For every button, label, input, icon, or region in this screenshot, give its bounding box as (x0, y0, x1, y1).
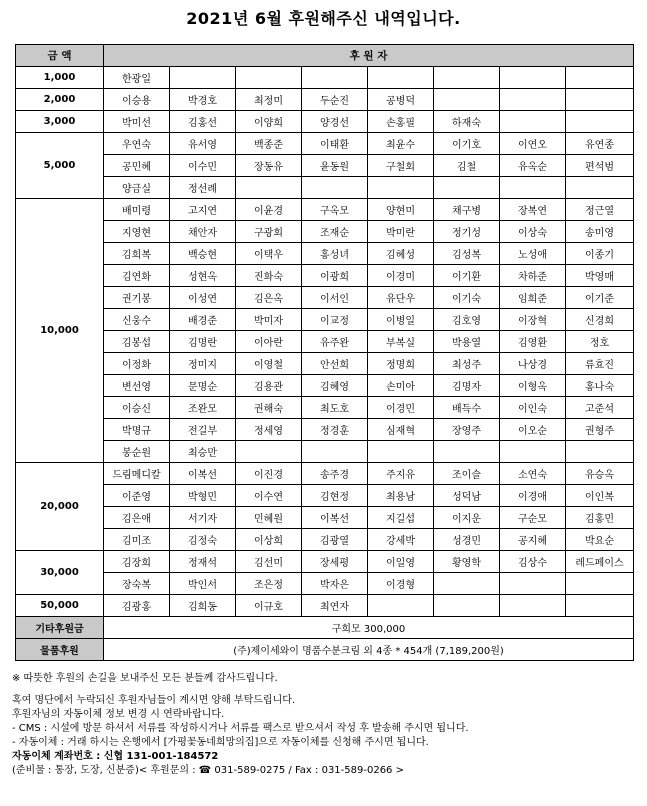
donor-name-cell: 권해숙 (236, 397, 302, 419)
amount-cell: 1,000 (16, 67, 104, 89)
donors-header: 후 원 자 (104, 45, 634, 67)
donor-name-cell: 김호영 (434, 309, 500, 331)
donor-name-cell: 김희복 (104, 243, 170, 265)
table-row (16, 177, 634, 199)
donor-name-cell: 장동유 (236, 155, 302, 177)
donor-name-cell: 김광홍 (104, 595, 170, 617)
donor-name-cell: 하재숙 (434, 111, 500, 133)
donor-name-cell: 공병덕 (368, 89, 434, 111)
donor-name-cell: 두순진 (302, 89, 368, 111)
donor-name-cell: 장영주 (434, 419, 500, 441)
amount-cell: 50,000 (16, 595, 104, 617)
goods-donation-row (16, 639, 634, 661)
donor-name-cell: 성덕남 (434, 485, 500, 507)
donor-name-cell: 이상숙 (500, 221, 566, 243)
table-row (16, 507, 634, 529)
donor-name-cell: 이광희 (302, 265, 368, 287)
donor-name-cell: 이서인 (302, 287, 368, 309)
donor-name-cell: 나상경 (500, 353, 566, 375)
donor-name-cell: 정근열 (566, 199, 634, 221)
donor-name-cell: 조완모 (170, 397, 236, 419)
donor-name-cell: 레드페이스 (566, 551, 634, 573)
donor-name-cell: 고지연 (170, 199, 236, 221)
donor-name-cell: 양금실 (104, 177, 170, 199)
table-row (16, 397, 634, 419)
donor-name-cell (500, 177, 566, 199)
donor-name-cell: 김명자 (434, 375, 500, 397)
donor-name-cell (434, 177, 500, 199)
donor-name-cell: 박형민 (170, 485, 236, 507)
donor-name-cell: 박요순 (566, 529, 634, 551)
donor-name-cell: 김희동 (170, 595, 236, 617)
donor-name-cell: 박자은 (302, 573, 368, 595)
donor-name-cell: 홍나숙 (566, 375, 634, 397)
cms-note: - CMS : 시설에 방문 하셔서 서류를 작성하시거나 서류를 팩스로 받으셔서 작성 후 발송해 주시면 됩니다. (12, 723, 469, 734)
donor-name-cell: 김혜성 (368, 243, 434, 265)
donor-name-cell: 최용남 (368, 485, 434, 507)
donor-name-cell (566, 573, 634, 595)
donor-name-cell: 임희준 (500, 287, 566, 309)
donor-name-cell (368, 67, 434, 89)
donor-name-cell: 공민혜 (104, 155, 170, 177)
donor-name-cell (236, 67, 302, 89)
donor-name-cell: 박명규 (104, 419, 170, 441)
donor-name-cell: 백승현 (170, 243, 236, 265)
donor-name-cell (500, 111, 566, 133)
table-row (16, 573, 634, 595)
donor-name-cell: 양현미 (368, 199, 434, 221)
contact-note: 후원자님의 자동이체 정보 변경 시 연락바랍니다. (12, 709, 225, 720)
donor-name-cell: 지길섭 (368, 507, 434, 529)
donor-name-cell: 이형옥 (500, 375, 566, 397)
donor-name-cell: 이오순 (500, 419, 566, 441)
donor-name-cell (500, 595, 566, 617)
donor-name-cell: 김성복 (434, 243, 500, 265)
donor-name-cell: 전길부 (170, 419, 236, 441)
donor-name-cell: 신경희 (566, 309, 634, 331)
donor-name-cell: 주지유 (368, 463, 434, 485)
donor-name-cell: 이정화 (104, 353, 170, 375)
donor-name-cell: 최승만 (170, 441, 236, 463)
donor-name-cell: 이규호 (236, 595, 302, 617)
table-row (16, 243, 634, 265)
donor-name-cell: 이기호 (434, 133, 500, 155)
donor-name-cell: 부복실 (368, 331, 434, 353)
donor-name-cell: 채안자 (170, 221, 236, 243)
amount-cell: 10,000 (16, 199, 104, 463)
table-row (16, 155, 634, 177)
donor-name-cell: 황영학 (434, 551, 500, 573)
table-row (16, 111, 634, 133)
donor-name-cell: 장세평 (302, 551, 368, 573)
donor-name-cell: 박경호 (170, 89, 236, 111)
donor-name-cell: 이진경 (236, 463, 302, 485)
other-donation-row (16, 617, 634, 639)
donor-name-cell: 박미자 (236, 309, 302, 331)
donor-name-cell (302, 177, 368, 199)
donor-name-cell: 이경민 (368, 397, 434, 419)
donor-name-cell: 이종기 (566, 243, 634, 265)
donor-name-cell: 조재순 (302, 221, 368, 243)
donor-name-cell: 이경미 (368, 265, 434, 287)
donor-name-cell: 유서영 (170, 133, 236, 155)
table-row (16, 133, 634, 155)
donor-name-cell: 차하준 (500, 265, 566, 287)
donor-name-cell: 박미란 (368, 221, 434, 243)
donor-name-cell: 최연자 (302, 595, 368, 617)
table-row (16, 89, 634, 111)
donor-name-cell: 문명순 (170, 375, 236, 397)
donor-name-cell: 고준석 (566, 397, 634, 419)
donor-name-cell: 김홍선 (170, 111, 236, 133)
amount-cell: 3,000 (16, 111, 104, 133)
donor-name-cell: 김상수 (500, 551, 566, 573)
donor-name-cell: 류효진 (566, 353, 634, 375)
donor-name-cell (236, 441, 302, 463)
donor-name-cell: 이복선 (170, 463, 236, 485)
donor-name-cell: 최성주 (434, 353, 500, 375)
donor-name-cell: 유주완 (302, 331, 368, 353)
other-donation-label: 기타후원금 (16, 617, 104, 639)
donor-name-cell: 이수연 (236, 485, 302, 507)
table-row (16, 287, 634, 309)
donor-name-cell: 김선미 (236, 551, 302, 573)
table-row (16, 375, 634, 397)
donor-name-cell: 이경형 (368, 573, 434, 595)
donor-name-cell: 박영매 (566, 265, 634, 287)
donor-name-cell: 박용열 (434, 331, 500, 353)
donor-name-cell: 이복선 (302, 507, 368, 529)
donor-name-cell (500, 89, 566, 111)
donor-name-cell (566, 595, 634, 617)
donor-name-cell: 최윤수 (368, 133, 434, 155)
goods-donation-value: (주)제이세와이 명품수분크림 외 4종 * 454개 (7,189,200원) (104, 639, 634, 661)
donor-name-cell (368, 595, 434, 617)
donor-name-cell: 윤동원 (302, 155, 368, 177)
donor-name-cell (170, 67, 236, 89)
donor-name-cell: 민혜원 (236, 507, 302, 529)
donor-name-cell (566, 67, 634, 89)
donor-name-cell: 김미조 (104, 529, 170, 551)
auto-transfer-note: - 자동이체 : 거래 하시는 은행에서 [가평꽃동네희망의집]으로 자동이체를 신청해 주시면 됩니다. (12, 737, 429, 748)
donor-name-cell: 이태환 (302, 133, 368, 155)
donor-name-cell: 김연화 (104, 265, 170, 287)
donor-name-cell: 유단우 (368, 287, 434, 309)
donor-name-cell: 신웅수 (104, 309, 170, 331)
omission-note: 혹여 명단에서 누락되신 후원자님들이 계시면 양해 부탁드립니다. (12, 695, 296, 706)
donor-name-cell: 홍성녀 (302, 243, 368, 265)
donor-name-cell: 구철회 (368, 155, 434, 177)
donor-name-cell: 정기성 (434, 221, 500, 243)
donor-name-cell: 한광일 (104, 67, 170, 89)
donor-name-cell: 소연숙 (500, 463, 566, 485)
donor-name-cell: 편석범 (566, 155, 634, 177)
donor-name-cell: 구옥모 (302, 199, 368, 221)
donor-name-cell: 드림메디칼 (104, 463, 170, 485)
donor-name-cell: 지영현 (104, 221, 170, 243)
donor-name-cell: 성경민 (434, 529, 500, 551)
donor-name-cell: 성현옥 (170, 265, 236, 287)
donor-name-cell (434, 573, 500, 595)
donor-name-cell: 정경훈 (302, 419, 368, 441)
table-row (16, 199, 634, 221)
notes-section (12, 672, 642, 778)
goods-donation-label: 물품후원 (16, 639, 104, 661)
donor-name-cell (500, 573, 566, 595)
donor-name-cell: 양경선 (302, 111, 368, 133)
donor-name-cell: 김광열 (302, 529, 368, 551)
donor-name-cell: 유승옥 (566, 463, 634, 485)
donor-name-cell (566, 89, 634, 111)
donor-name-cell: 이연오 (500, 133, 566, 155)
donor-name-cell: 배미령 (104, 199, 170, 221)
donor-name-cell: 유연종 (566, 133, 634, 155)
table-row (16, 529, 634, 551)
donor-name-cell: 강세박 (368, 529, 434, 551)
donor-name-cell: 구광회 (236, 221, 302, 243)
donor-name-cell: 공지혜 (500, 529, 566, 551)
donor-name-cell (236, 177, 302, 199)
donor-name-cell: 이승용 (104, 89, 170, 111)
donor-name-cell: 우연숙 (104, 133, 170, 155)
donor-name-cell (434, 67, 500, 89)
table-row (16, 221, 634, 243)
donor-name-cell: 정명희 (368, 353, 434, 375)
amount-cell: 2,000 (16, 89, 104, 111)
amount-header: 금 액 (16, 45, 104, 67)
donor-name-cell (566, 111, 634, 133)
donor-name-cell (566, 177, 634, 199)
donor-name-cell: 권형주 (566, 419, 634, 441)
donor-name-cell: 이양희 (236, 111, 302, 133)
donor-name-cell: 이병일 (368, 309, 434, 331)
amount-cell: 5,000 (16, 133, 104, 199)
donor-name-cell: 김철 (434, 155, 500, 177)
donor-name-cell: 이인숙 (500, 397, 566, 419)
donor-name-cell: 조이슬 (434, 463, 500, 485)
donor-name-cell: 김용관 (236, 375, 302, 397)
donor-name-cell: 김명란 (170, 331, 236, 353)
donor-name-cell: 이택우 (236, 243, 302, 265)
donor-name-cell: 이교정 (302, 309, 368, 331)
donor-name-cell: 박미선 (104, 111, 170, 133)
table-row (16, 551, 634, 573)
donor-name-cell: 김홍민 (566, 507, 634, 529)
donor-name-cell: 이영철 (236, 353, 302, 375)
other-donation-value: 구희모 300,000 (104, 617, 634, 639)
page-title: 2021년 6월 후원해주신 내역입니다. (186, 9, 461, 28)
donor-name-cell: 이수민 (170, 155, 236, 177)
donor-name-cell: 최정미 (236, 89, 302, 111)
donor-name-cell: 채구병 (434, 199, 500, 221)
amount-cell: 20,000 (16, 463, 104, 551)
donor-name-cell (434, 595, 500, 617)
donor-name-cell: 이준영 (104, 485, 170, 507)
donor-name-cell: 권기봉 (104, 287, 170, 309)
donor-name-cell: 김혜영 (302, 375, 368, 397)
table-row (16, 419, 634, 441)
donor-name-cell: 최도호 (302, 397, 368, 419)
donor-name-cell: 김영환 (500, 331, 566, 353)
donor-name-cell (368, 177, 434, 199)
table-row (16, 265, 634, 287)
donor-name-cell: 이경애 (500, 485, 566, 507)
donor-name-cell (434, 441, 500, 463)
donor-name-cell (566, 441, 634, 463)
donor-name-cell: 김봉섭 (104, 331, 170, 353)
table-row (16, 309, 634, 331)
donor-name-cell: 진화숙 (236, 265, 302, 287)
donor-name-cell: 이아란 (236, 331, 302, 353)
donor-name-cell: 손미아 (368, 375, 434, 397)
donor-name-cell: 이윤경 (236, 199, 302, 221)
donor-name-cell: 배경준 (170, 309, 236, 331)
donor-name-cell: 이성연 (170, 287, 236, 309)
donor-name-cell: 유옥순 (500, 155, 566, 177)
donor-name-cell: 정세영 (236, 419, 302, 441)
table-row (16, 67, 634, 89)
table-row (16, 353, 634, 375)
donor-name-cell: 배득수 (434, 397, 500, 419)
donor-name-cell: 이장혁 (500, 309, 566, 331)
donor-name-cell: 이기환 (434, 265, 500, 287)
donor-name-cell (434, 89, 500, 111)
donor-name-cell: 송미영 (566, 221, 634, 243)
table-row (16, 485, 634, 507)
donor-name-cell: 박인서 (170, 573, 236, 595)
amount-cell: 30,000 (16, 551, 104, 595)
donor-name-cell: 구순모 (500, 507, 566, 529)
table-row (16, 463, 634, 485)
donor-name-cell: 이승신 (104, 397, 170, 419)
donor-name-cell (368, 441, 434, 463)
donor-name-cell: 이기준 (566, 287, 634, 309)
account-number: 자동이체 계좌번호 : 신협 131-001-184572 (12, 751, 219, 762)
donor-name-cell: 노성애 (500, 243, 566, 265)
donor-name-cell: 장숙복 (104, 573, 170, 595)
donor-name-cell: 이일영 (368, 551, 434, 573)
donor-name-cell (302, 441, 368, 463)
donor-name-cell: 변선영 (104, 375, 170, 397)
table-header-row (16, 45, 634, 67)
donor-name-cell: 송주경 (302, 463, 368, 485)
donor-name-cell: 이지운 (434, 507, 500, 529)
donor-name-cell (500, 67, 566, 89)
donor-name-cell: 김장희 (104, 551, 170, 573)
donor-name-cell: 이인복 (566, 485, 634, 507)
donor-name-cell: 김현정 (302, 485, 368, 507)
donor-table (15, 44, 634, 661)
donor-name-cell: 김은애 (104, 507, 170, 529)
donor-name-cell: 심재혁 (368, 419, 434, 441)
donor-name-cell: 김은옥 (236, 287, 302, 309)
donor-name-cell: 정재석 (170, 551, 236, 573)
thanks-note: ※ 따뜻한 후원의 손길을 보내주신 모든 분들께 감사드립니다. (12, 673, 278, 684)
donor-name-cell: 장복연 (500, 199, 566, 221)
donor-name-cell: 이기숙 (434, 287, 500, 309)
donor-name-cell: 조은정 (236, 573, 302, 595)
donor-name-cell: 김정숙 (170, 529, 236, 551)
donor-name-cell (500, 441, 566, 463)
donor-name-cell: 서기자 (170, 507, 236, 529)
donor-name-cell: 봉순원 (104, 441, 170, 463)
donor-name-cell: 백종준 (236, 133, 302, 155)
donor-name-cell: 정미지 (170, 353, 236, 375)
table-row (16, 331, 634, 353)
donor-name-cell: 안선희 (302, 353, 368, 375)
table-row (16, 441, 634, 463)
donor-table-body (16, 67, 634, 617)
donor-name-cell: 정선례 (170, 177, 236, 199)
donor-name-cell (302, 67, 368, 89)
footer-contact: (준비물 : 통장, 도장, 신분증)< 후원문의 : ☎ 031-589-0275 / Fax : 031-589-0266 > (12, 765, 404, 776)
table-row (16, 595, 634, 617)
donor-name-cell: 정호 (566, 331, 634, 353)
donor-name-cell: 손홍필 (368, 111, 434, 133)
donor-name-cell: 이상희 (236, 529, 302, 551)
